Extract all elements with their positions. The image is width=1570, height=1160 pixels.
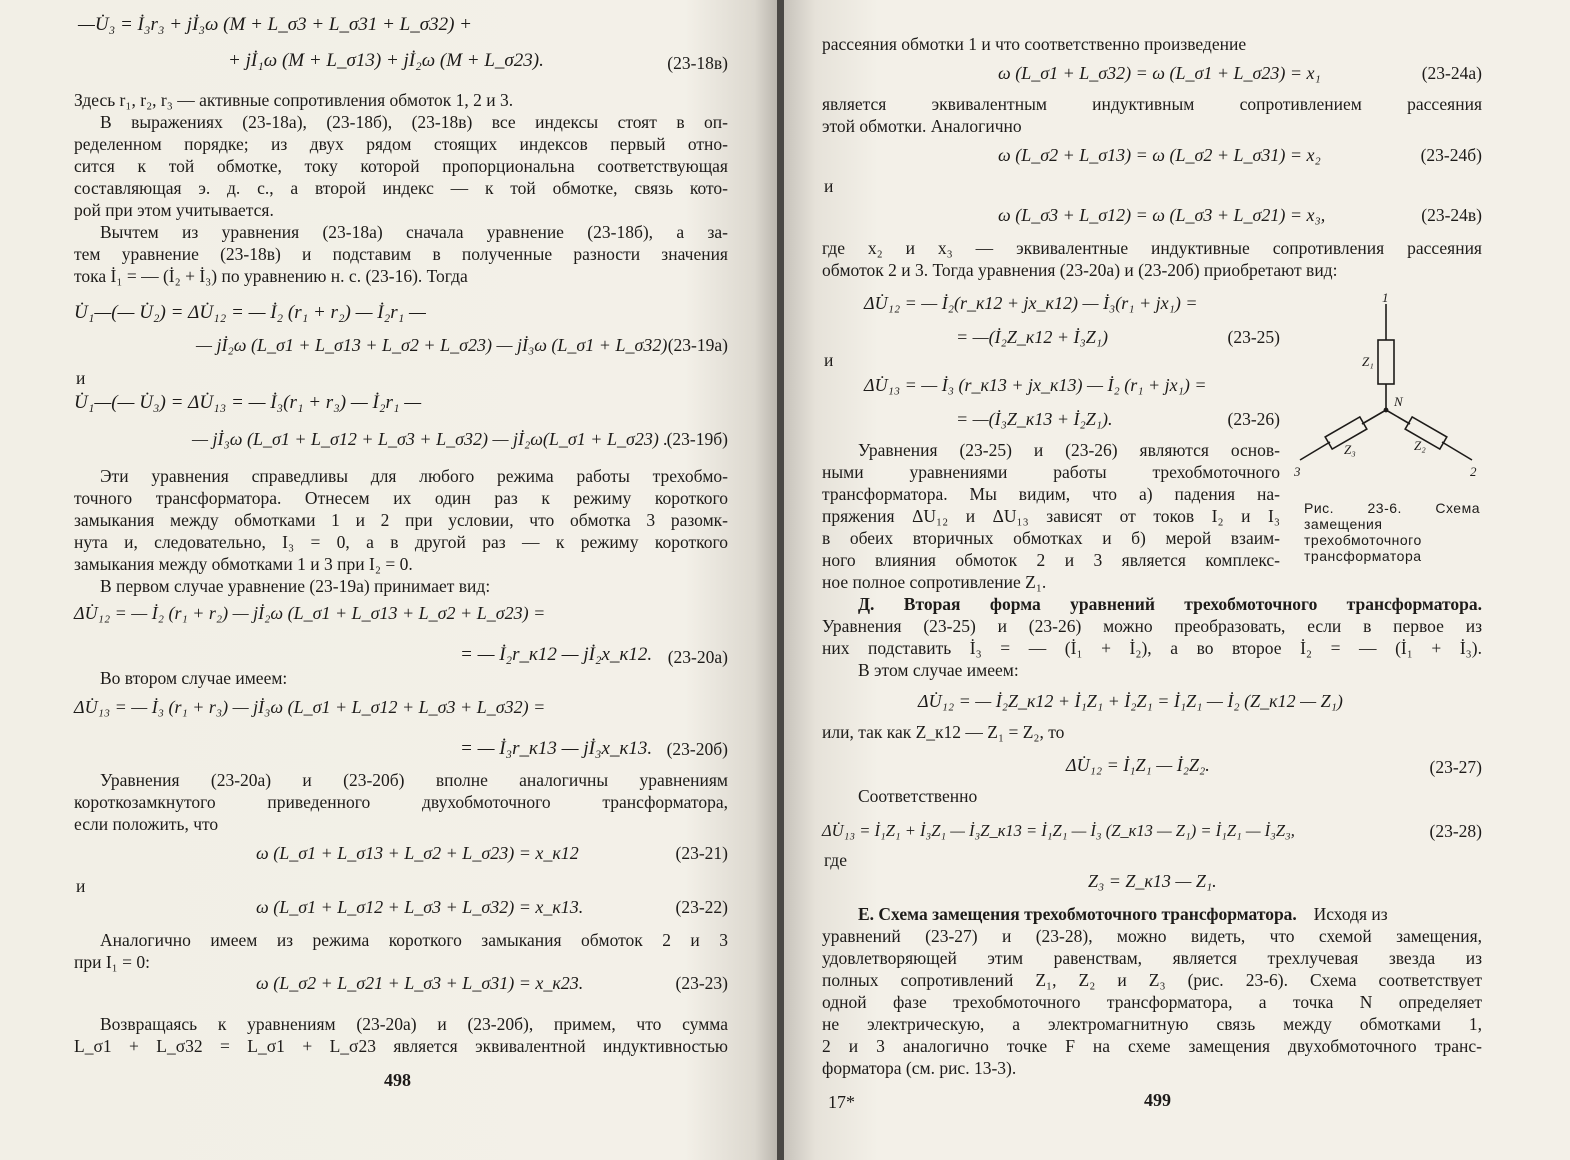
equation-23-27: ΔU̇₁₂ = İ₁Z₁ — İ₂Z₂. (1066, 755, 1210, 775)
text-line: Уравнения (23-25) и (23-26) являются основ- (858, 440, 1280, 460)
equation-23-20b-line1: ΔU̇₁₃ = — İ₃ (r₁ + r₃) — jİ₃ω (L_σ1 + L_σ12 + L_σ3 + L_σ32) = (74, 697, 546, 717)
equation-23-24b: ω (L_σ2 + L_σ13) = ω (L_σ2 + L_σ31) = x₂ (998, 145, 1321, 165)
equation-23-19a-line1: U̇₁—(— U̇₂) = ΔU̇₁₂ = — İ₂ (r₁ + r₂) — İ₂r₁ — (74, 302, 426, 323)
equation-number: (23-22) (675, 897, 728, 917)
text-line: или, так как Z_к12 — Z₁ = Z₂, то (822, 722, 1065, 742)
text-line: Здесь r₁, r₂, r₃ — активные сопротивления обмоток 1, 2 и 3. (74, 90, 514, 110)
text-line: обмоток 2 и 3. Тогда уравнения (23-20а) и (23-20б) приобретают вид: (822, 260, 1338, 280)
equation-number: (23-28) (1429, 821, 1482, 841)
equation-23-20a-line2: = — İ₂r_к12 — jİ₂x_к12. (460, 644, 653, 665)
equation-23-26-line2: = —(İ₃Z_к13 + İ₂Z₁). (956, 409, 1113, 429)
equation-number: (23-24в) (1421, 205, 1482, 225)
text-line: сится к той обмотке, току которой пропорциональна соответствующая (74, 156, 728, 176)
z2-label: Z₂ (1414, 438, 1426, 453)
text-line: одной фазе трехобмоточного трансформатора, а точка N определяет (822, 992, 1482, 1012)
figure-caption: Рис. 23-6. Схема замещения трехобмоточного трансформатора (1304, 500, 1480, 564)
text-line: трансформатора. Мы видим, что а) падения на- (822, 484, 1280, 504)
text-line: Аналогично имеем из режима короткого замыкания обмоток 2 и 3 (100, 930, 728, 950)
text-line: в обеих вторичных обмотках и б) мерой взаим- (822, 528, 1280, 548)
text-line: Соответственно (858, 786, 978, 806)
text-line: Вычтем из уравнения (23-18а) сначала уравнение (23-18б), а за- (100, 222, 728, 242)
equation-number: (23-24а) (1421, 63, 1482, 83)
text-line: этой обмотки. Аналогично (822, 116, 1022, 136)
text-line: пряжения ΔU₁₂ и ΔU₁₃ зависят от токов I₂ и I₃ (822, 506, 1280, 526)
equation-23-18v-line1: —U̇₃ = İ₃r₃ + jİ₃ω (M + L_σ3 + L_σ31 + L_σ32) + (78, 14, 472, 35)
text-line: ное полное сопротивление Z₁. (822, 572, 1047, 592)
equation-23-23: ω (L_σ2 + L_σ21 + L_σ3 + L_σ31) = x_к23. (256, 973, 584, 993)
equation-23-26-line1: ΔU̇₁₃ = — İ₃ (r_к13 + jx_к13) — İ₂ (r₁ + jx₁) = (864, 375, 1207, 395)
node-n-label: N (1394, 394, 1403, 409)
text-line: Уравнения (23-25) и (23-26) можно преобразовать, если в первое из (822, 616, 1482, 636)
equation-23-19a-line2: — jİ₂ω (L_σ1 + L_σ13 + L_σ2 + L_σ23) — jİ₃ω (L_σ1 + L_σ32) (196, 335, 668, 355)
text-line: если положить, что (74, 814, 219, 834)
text-line: является эквивалентным индуктивным сопротивлением рассеяния (822, 94, 1482, 114)
text-line: ными уравнениями работы трехобмоточного (822, 462, 1280, 482)
equation-number: (23-24б) (1420, 145, 1482, 165)
equation-number: (23-19б) (666, 429, 728, 449)
equation-23-22: ω (L_σ1 + L_σ12 + L_σ3 + L_σ32) = x_к13. (256, 897, 584, 917)
equation-23-21: ω (L_σ1 + L_σ13 + L_σ2 + L_σ23) = x_к12 (256, 843, 579, 863)
text-line: В выражениях (23-18а), (23-18б), (23-18в) все индексы стоят в оп- (100, 112, 728, 132)
equation-23-18v-line2: + jİ₁ω (M + L_σ13) + jİ₂ω (M + L_σ23). (228, 50, 544, 71)
text-line: при I₁ = 0: (74, 952, 151, 972)
equation-number: (23-26) (1227, 409, 1280, 429)
equation-number: (23-27) (1429, 757, 1482, 777)
equation-d1: ΔU̇₁₂ = — İ₂Z_к12 + İ₁Z₁ + İ₂Z₁ = İ₁Z₁ — İ₂ (Z_к12 — Z₁) (918, 691, 1343, 711)
text-line: удовлетворяющей этим равенствам, является трехлучевая звезда из (822, 948, 1482, 968)
impedance-z2 (1405, 417, 1447, 449)
page-499 (784, 0, 1570, 1160)
equation-23-19b-line2: — jİ₃ω (L_σ1 + L_σ12 + L_σ3 + L_σ32) — jİ₂ω(L_σ1 + L_σ23) . (192, 429, 668, 449)
text-line: форматора (см. рис. 13-3). (822, 1058, 1017, 1078)
text-line: и (824, 176, 834, 196)
equation-23-24a: ω (L_σ1 + L_σ32) = ω (L_σ1 + L_σ23) = x₁ (998, 63, 1321, 83)
section-e-line (858, 904, 1388, 924)
equation-23-25-line2: = —(İ₂Z_к12 + İ₃Z₁) (956, 327, 1108, 347)
equation-23-20a-line1: ΔU̇₁₂ = — İ₂ (r₁ + r₂) — jİ₂ω (L_σ1 + L_σ13 + L_σ2 + L_σ23) = (74, 603, 546, 623)
text-line: замыкания между обмотками 1 и 3 при I₂ = 0. (74, 554, 413, 574)
text-line: уравнений (23-27) и (23-28), можно видеть, что схемой замещения, (822, 926, 1482, 946)
text-line: В этом случае имеем: (858, 660, 1019, 680)
equation-number: (23-21) (675, 843, 728, 863)
equation-23-24v: ω (L_σ3 + L_σ12) = ω (L_σ3 + L_σ21) = x₃, (998, 205, 1326, 225)
text-line: Возвращаясь к уравнениям (23-20а) и (23-20б), примем, что сумма (100, 1014, 728, 1034)
branch-2-wire-top (1386, 410, 1410, 424)
text-line: нута и, следовательно, I₃ = 0, а в другой раз — к режиму короткого (74, 532, 728, 552)
star-node-n (1384, 408, 1389, 413)
signature-mark: 17* (828, 1092, 855, 1112)
terminal-2-label: 2 (1470, 464, 1477, 479)
equation-number: (23-20а) (667, 647, 728, 667)
text-line: составляющая э. д. с., а второй индекс — к той обмотке, связь кото- (74, 178, 728, 198)
equation-number: (23-25) (1227, 327, 1280, 347)
text-line: Эти уравнения справедливы для любого режима работы трехобмо- (100, 466, 728, 486)
equation-23-19b-line1: U̇₁—(— U̇₃) = ΔU̇₁₃ = — İ₃(r₁ + r₃) — İ₂r₁ — (74, 392, 422, 413)
page-number: 499 (1144, 1090, 1171, 1110)
equation-z3: Z₃ = Z_к13 — Z₁. (1088, 871, 1217, 891)
page-498 (0, 0, 778, 1160)
text-line: Уравнения (23-20а) и (23-20б) вполне аналогичны уравнениям (100, 770, 728, 790)
terminal-3-label: 3 (1294, 464, 1301, 479)
equation-number: (23-19а) (667, 335, 728, 355)
equation-23-25-line1: ΔU̇₁₂ = — İ₂(r_к12 + jx_к12) — İ₃(r₁ + jx₁) = (864, 293, 1198, 313)
text-line: ределенном порядке; из двух рядом стоящих индексов первый отно- (74, 134, 728, 154)
text-line: В первом случае уравнение (23-19а) принимает вид: (100, 576, 491, 596)
equation-number: (23-20б) (666, 739, 728, 759)
branch-3-wire-top (1362, 410, 1386, 424)
text-line: и (76, 876, 86, 896)
text-line: не электрическую, а электромагнитную связь между обмотками 1, (822, 1014, 1482, 1034)
equation-number: (23-18в) (667, 53, 728, 73)
equation-23-20b-line2: = — İ₃r_к13 — jİ₃x_к13. (460, 738, 653, 759)
text-line: тока İ₁ = — (İ₂ + İ₃) по уравнению н. с. (23-16). Тогда (74, 266, 468, 286)
impedance-z1 (1378, 340, 1394, 384)
page-number: 498 (384, 1070, 411, 1090)
equation-23-28: ΔU̇₁₃ = İ₁Z₁ + İ₃Z₁ — İ₃Z_к13 = İ₁Z₁ — İ₃ (Z_к13 — Z₁) = İ₁Z₁ — İ₃Z₃, (822, 821, 1295, 840)
text-line: замыкания между обмотками 1 и 2 при условии, что обмотка 3 разомк- (74, 510, 728, 530)
text-line: короткозамкнутого приведенного двухобмоточного трансформатора, (74, 792, 728, 812)
text-line: них подставить İ₃ = — (İ₁ + İ₂), а во второе İ₂ = — (İ₁ + İ₃). (822, 638, 1482, 658)
text-line: где x₂ и x₃ — эквивалентные индуктивные сопротивления рассеяния (822, 238, 1482, 258)
text-line: и (76, 368, 86, 388)
section-d-title: Д. Вторая форма уравнений трехобмоточного трансформатора. (858, 594, 1482, 614)
branch-2-wire-bottom (1442, 442, 1472, 460)
section-e-text-start: Исходя из (1313, 904, 1388, 924)
text-line: точного трансформатора. Отнесем их один раз к режиму короткого (74, 488, 728, 508)
text-line: где (824, 850, 847, 870)
section-e-title: Е. Схема замещения трехобмоточного трансформатора. (858, 904, 1297, 924)
text-line: ного влияния обмоток 2 и 3 является комплекс- (822, 550, 1280, 570)
text-line: тем уравнение (23-18в) и подставим в полученные разности значения (74, 244, 728, 264)
text-line: рой при этом учитывается. (74, 200, 274, 220)
equation-number: (23-23) (675, 973, 728, 993)
text-line: L_σ1 + L_σ32 = L_σ1 + L_σ23 является эквивалентной индуктивностью (74, 1036, 728, 1056)
z3-label: Z₃ (1344, 442, 1356, 457)
text-line: Во втором случае имеем: (100, 668, 288, 688)
text-line: 2 и 3 аналогично точке F на схеме замещения двухобмоточного транс- (822, 1036, 1482, 1056)
star-equivalent-circuit-figure (1290, 290, 1486, 490)
terminal-1-label: 1 (1382, 290, 1389, 305)
text-line: полных сопротивлений Z₁, Z₂ и Z₃ (рис. 23-6). Схема соответствует (822, 970, 1482, 990)
text-line: рассеяния обмотки 1 и что соответственно произведение (822, 34, 1247, 54)
text-line: и (824, 350, 834, 370)
branch-3-wire-bottom (1300, 442, 1330, 460)
z1-label: Z₁ (1362, 354, 1374, 369)
